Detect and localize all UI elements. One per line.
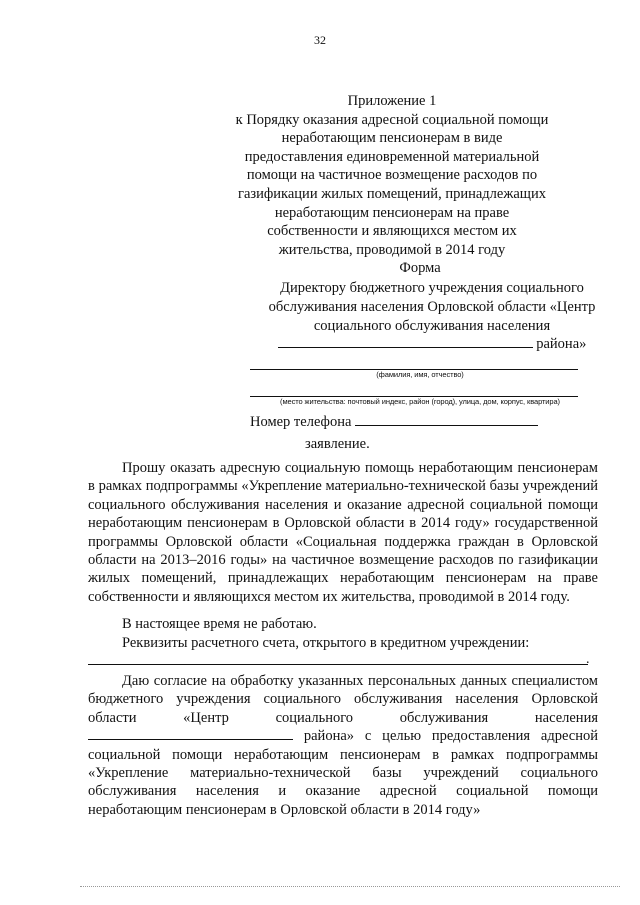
- addressee-block: [252, 279, 612, 354]
- consent-text-a: Даю согласие на обработку указанных персональных данных специалистом бюджетного учреждения социального обслуживания населения Орловской области «Центр социального обслуживания населения: [88, 673, 598, 726]
- fio-hint: (фамилия, имя, отчество): [376, 370, 464, 379]
- bank-details-line[interactable]: [88, 664, 588, 665]
- not-working-paragraph: В настоящее время не работаю.: [122, 616, 317, 632]
- bank-details-period: .: [586, 652, 590, 667]
- page-number: 32: [314, 33, 326, 47]
- bank-details-paragraph: Реквизиты расчетного счета, открытого в кредитном учреждении:: [122, 635, 530, 651]
- addressee-text: Директору бюджетного учреждения социального обслуживания населения Орловской области «Центр социального обслуживания населения: [268, 280, 596, 334]
- appendix-block: [232, 92, 552, 259]
- phone-blank-line[interactable]: [355, 414, 538, 426]
- consent-district-blank[interactable]: [88, 728, 293, 740]
- addressee-suffix: района»: [536, 336, 587, 353]
- page-bottom-edge: [80, 886, 620, 887]
- statement-title: заявление.: [305, 436, 370, 452]
- appendix-text: к Порядку оказания адресной социальной помощи неработающим пенсионерам в виде предоставления единовременной материальной помощи на частичное возмещение расходов по газификации жилых помещений, принадлежащих неработающим пенсионерам на праве собственности и являющихся местом их жительства, проводимой в 2014 году: [235, 111, 549, 258]
- consent-text-b: района» с целью предоставления адресной социальной помощи неработающим пенсионерам в рамках подпрограммы «Укрепление материально-технической базы учреждений социального обслуживания населения и оказание адресной социальной помощи неработающим пенсионерам в Орловской области в 2014 году»: [88, 728, 599, 818]
- addressee-district-line: [252, 335, 612, 354]
- phone-row: [250, 414, 538, 431]
- consent-paragraph: [88, 672, 598, 819]
- district-blank-line[interactable]: [278, 336, 533, 348]
- phone-label: Номер телефона: [250, 414, 352, 430]
- address-hint: (место жительства: почтовый индекс, район (город), улица, дом, корпус, квартира): [280, 397, 560, 406]
- appendix-title: Приложение 1: [347, 93, 437, 109]
- request-paragraph: Прошу оказать адресную социальную помощь неработающим пенсионерам в рамках подпрограммы «Укрепление материально-технической базы учреждений социального обслуживания населения и оказание адресной социальной помощи неработающим пенсионерам в Орловской области в 2014 году» государственной программы Орловской области «Социальная поддержка граждан в Орловской области на 2013–2016 годы» на частичное возмещение расходов по газификации жилых помещений, принадлежащих неработающим пенсионерам на праве собственности и являющихся местом их жительства, проводимой в 2014 году.: [88, 460, 598, 605]
- form-label: Форма: [399, 260, 441, 276]
